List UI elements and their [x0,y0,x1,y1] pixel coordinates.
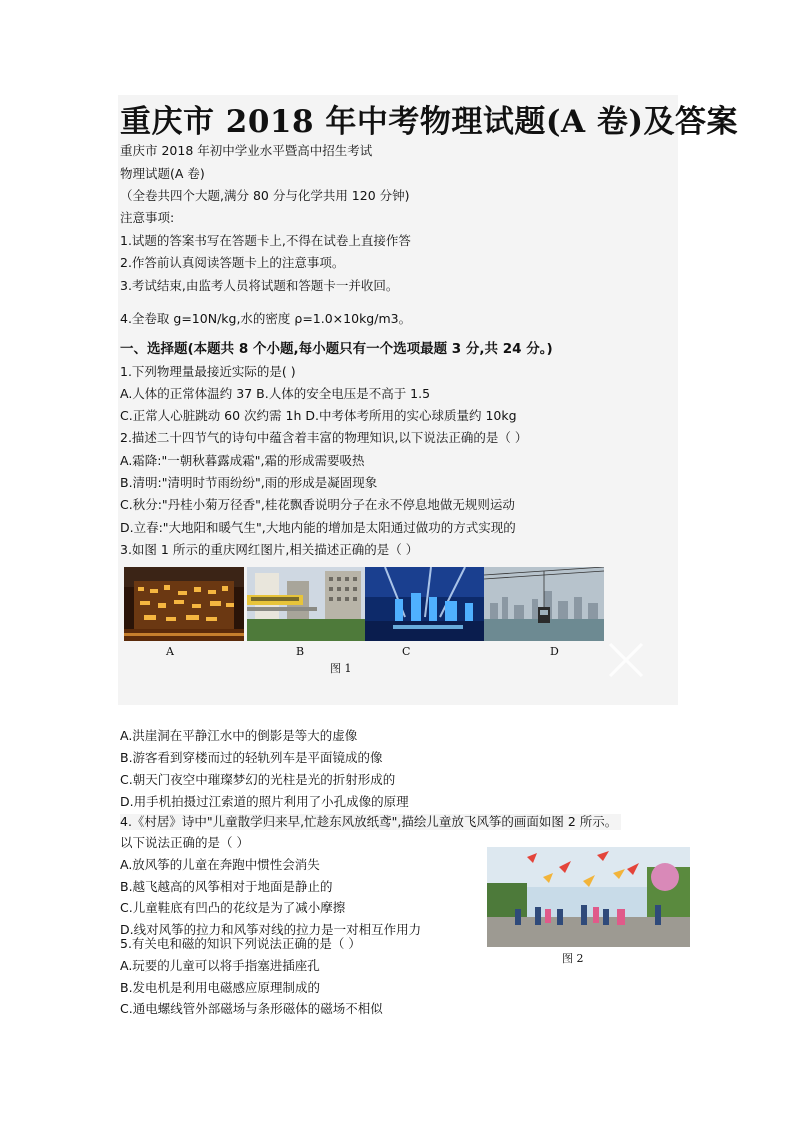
note-item: 2.作答前认真阅读答题卡上的注意事项。 [120,255,345,270]
close-watermark-icon [606,640,646,680]
photo-label: B [296,645,305,658]
notes-label: 注意事项: [120,210,175,225]
note-item: 4.全卷取 g=10N/kg,水的密度 ρ=1.0×10kg/m3。 [120,311,412,326]
question-stem: 4.《村居》诗中"儿童散学归来早,忙趁东风放纸鸢",描绘儿童放飞风筝的画面如图 2 所示。 [120,814,621,830]
paper-name: 物理试题(A 卷) [120,166,205,181]
question-option: B.发电机是利用电磁感应原理制成的 [120,980,321,995]
document-title: 重庆市 2018 年中考物理试题(A 卷)及答案 [120,104,739,140]
figure-caption: 图 1 [330,662,352,675]
question-option: B.游客看到穿楼而过的轻轨列车是平面镜成的像 [120,750,383,765]
question-option: A.玩要的儿童可以将手指塞进插座孔 [120,958,320,973]
question-option: A.洪崖洞在平静江水中的倒影是等大的虚像 [120,728,358,743]
photo-hongya-cave [124,567,244,641]
question-stem: 以下说法正确的是（ ） [120,835,249,850]
photo-label: D [550,645,559,658]
question-option: D.用手机拍摄过江索道的照片利用了小孔成像的原理 [120,794,409,809]
question-option: B.清明:"清明时节雨纷纷",雨的形成是凝固现象 [120,475,378,490]
photo-label: A [166,645,174,658]
question-stem: 5.有关电和磁的知识下列说法正确的是（ ） [120,936,361,951]
question-option: D.线对风筝的拉力和风筝对线的拉力是一对相互作用力 [120,922,422,937]
photo-chaotianmen [365,567,485,641]
figure-caption: 图 2 [562,952,584,965]
exam-name: 重庆市 2018 年初中学业水平暨高中招生考试 [120,143,373,158]
note-item: 1.试题的答案书写在答题卡上,不得在试卷上直接作答 [120,233,411,248]
photo-label: C [402,645,411,658]
section-heading: 一、选择题(本题共 8 个小题,每小题只有一个选项最题 3 分,共 24 分。) [120,341,553,357]
note-item: 3.考试结束,由监考人员将试题和答题卡一并收回。 [120,278,399,293]
exam-scope: （全卷共四个大题,满分 80 分与化学共用 120 分钟) [120,188,410,203]
question-option: C.儿童鞋底有凹凸的花纹是为了减小摩擦 [120,900,346,915]
question-option: D.立春:"大地阳和暖气生",大地内能的增加是太阳通过做功的方式实现的 [120,520,516,535]
question-stem: 3.如图 1 所示的重庆网红图片,相关描述正确的是（ ） [120,542,419,557]
photo-cable-car [484,567,604,641]
question-option: B.越飞越高的风筝相对于地面是静止的 [120,879,333,894]
question-option: C.朝天门夜空中璀璨梦幻的光柱是光的折射形成的 [120,772,396,787]
photo-light-rail [247,567,367,641]
question-option: A.人体的正常体温约 37 B.人体的安全电压是不高于 1.5 [120,386,431,401]
question-option: A.霜降:"一朝秋暮露成霜",霜的形成需要吸热 [120,453,365,468]
question-option: C.秋分:"丹桂小菊万径香",桂花飘香说明分子在永不停息地做无规则运动 [120,497,515,512]
question-stem: 2.描述二十四节气的诗句中蕴含着丰富的物理知识,以下说法正确的是（ ） [120,430,528,445]
question-option: A.放风筝的儿童在奔跑中惯性会消失 [120,857,320,872]
photo-kite-flying [487,847,690,947]
question-option: C.正常人心脏跳动 60 次约需 1h D.中考体考所用的实心球质量约 10kg [120,408,517,423]
question-stem: 1.下列物理量最接近实际的是( ) [120,364,296,379]
question-option: C.通电螺线管外部磁场与条形磁体的磁场不相似 [120,1001,383,1016]
